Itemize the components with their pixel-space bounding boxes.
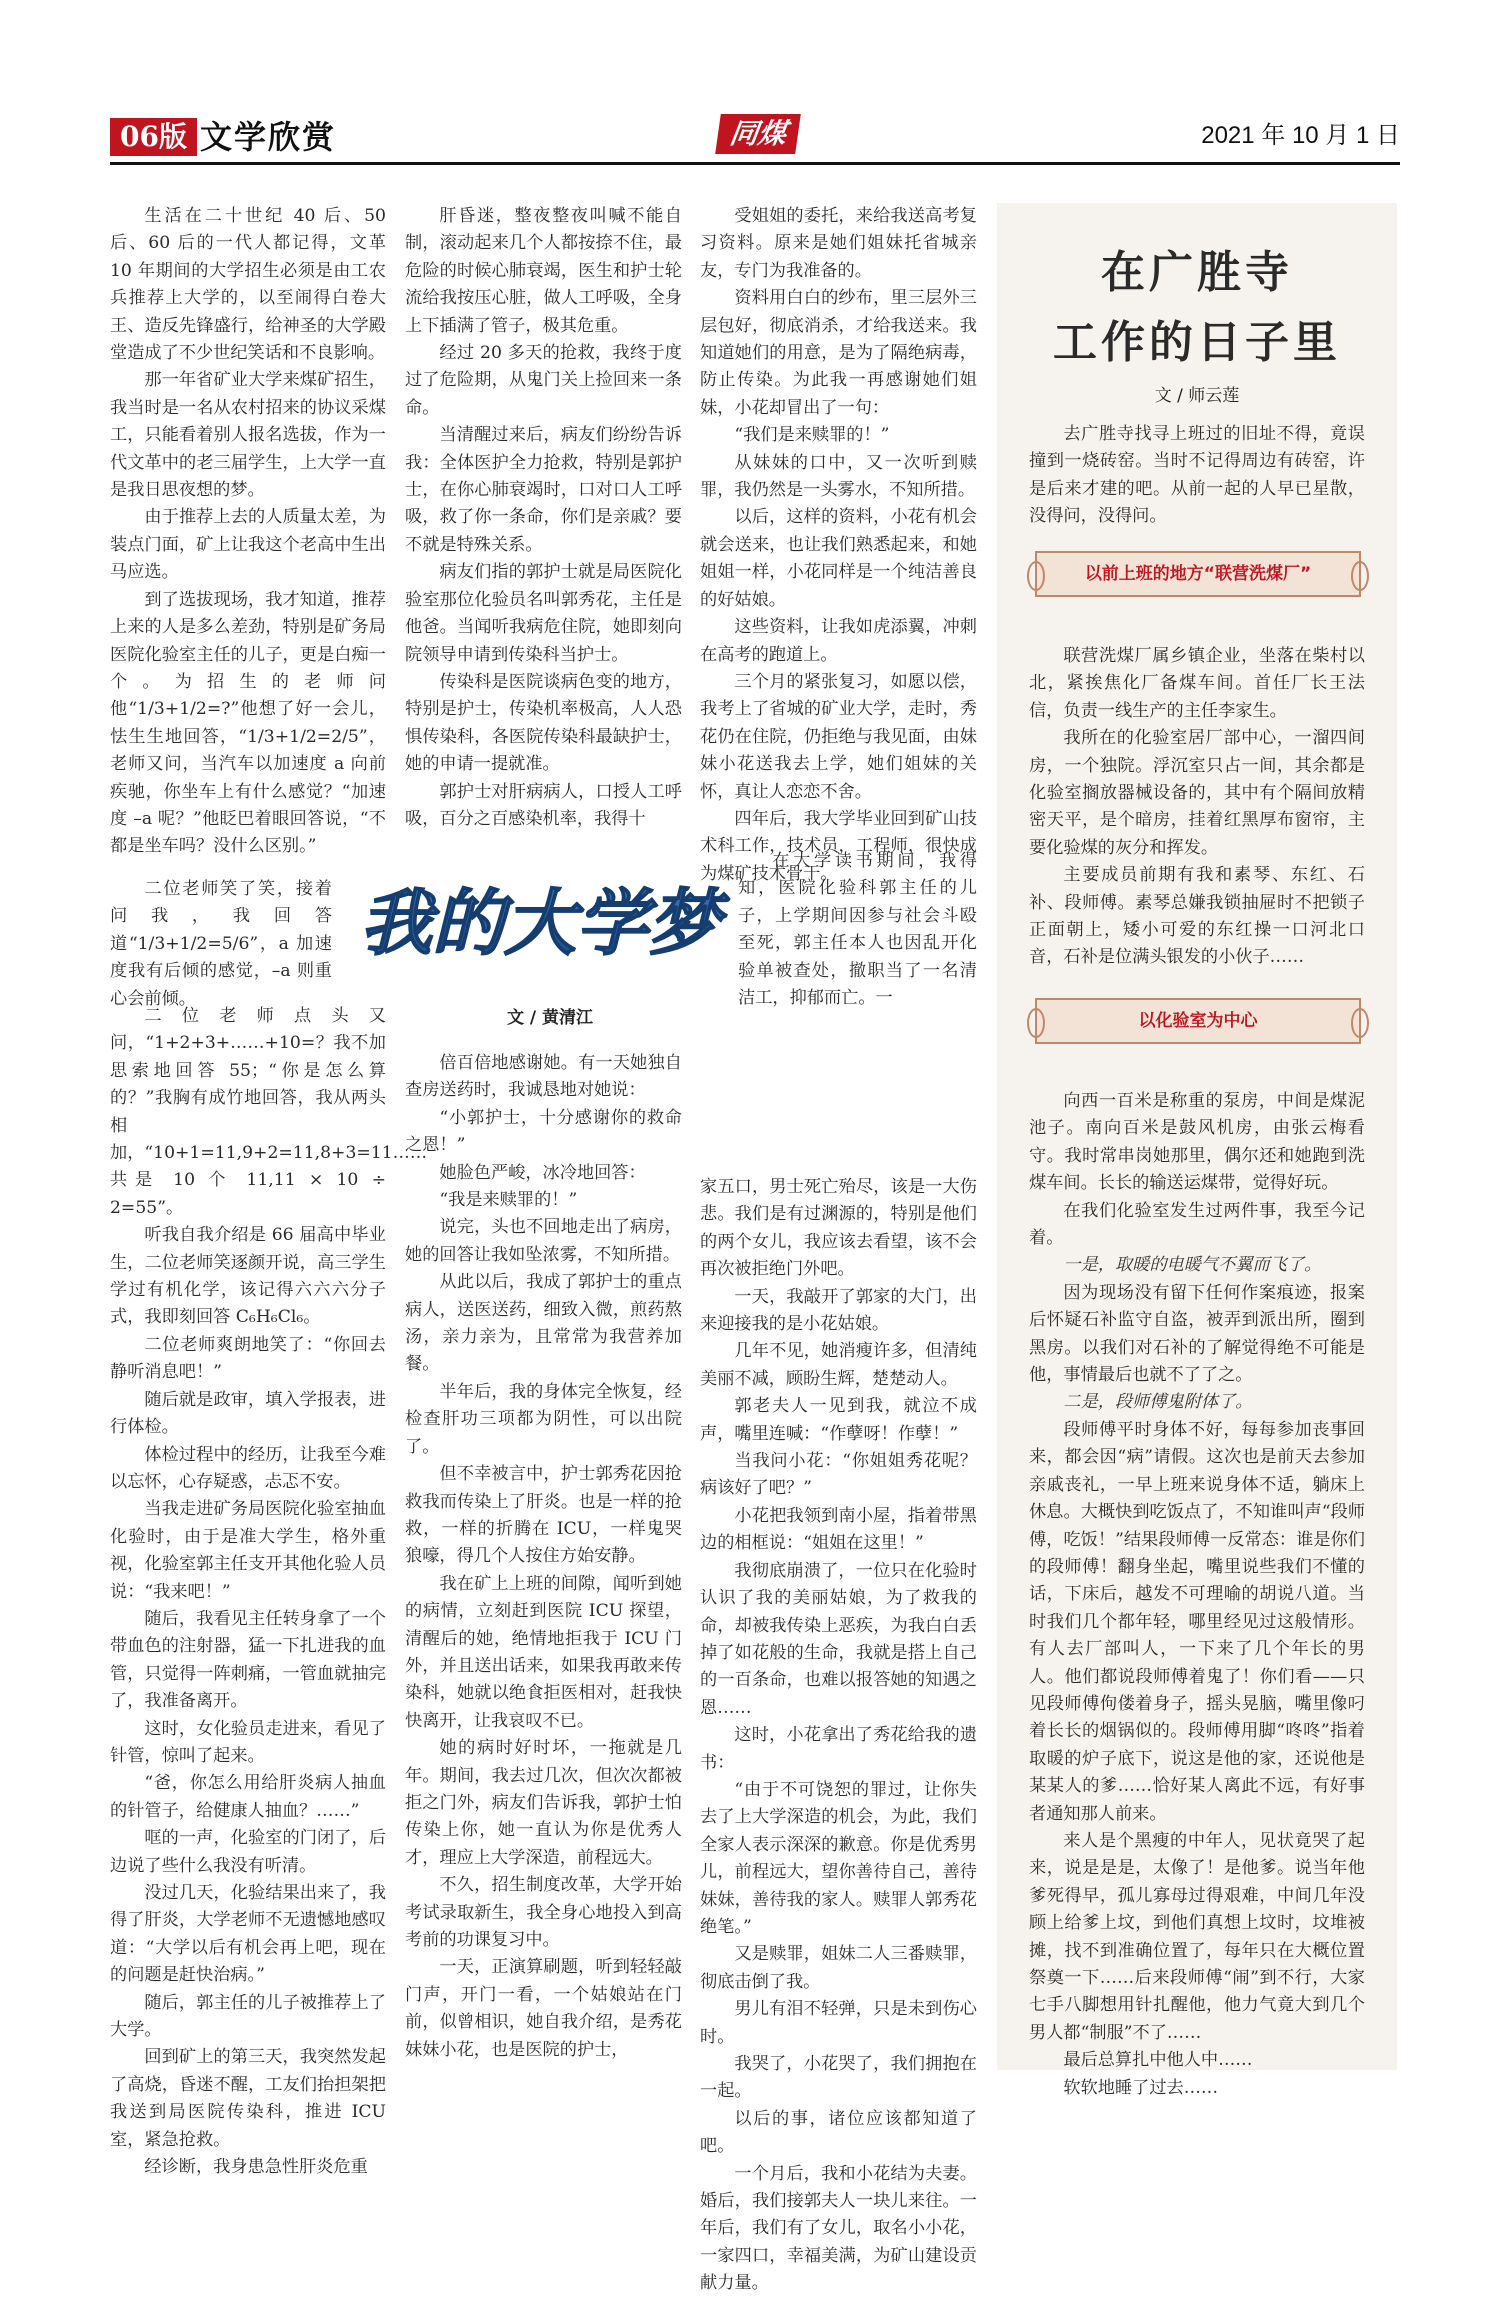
sidebar-section-2 <box>1029 1088 1365 2102</box>
paragraph: 男儿有泪不轻弹，只是未到伤心时。 <box>700 1999 977 2047</box>
paragraph: 生活在二十世纪 40 后、50 后、60 后的一代人都记得，文革 10 年期间的大学招生必须是由工农兵推荐上大学的，以至闹得白卷大王、造反先锋盛行，给神圣的大学殿堂造成了不少世纪笑话和不良影响。 <box>110 206 386 364</box>
sidebar-title <box>997 238 1397 378</box>
article-column-3-wrap <box>738 848 977 1012</box>
paragraph: 向西一百米是称重的泵房，中间是煤泥池子。南向百米是鼓风机房，由张云梅看守。我时常串岗她那里，偶尔还和她跑到洗煤车间。长长的输送运煤带，觉得好玩。 <box>1029 1091 1365 1194</box>
issue-date: 2021 年 10 月 1 日 <box>1201 122 1400 149</box>
paragraph: “我们是来赎罪的！” <box>734 425 890 446</box>
paragraph: 小花把我领到南小屋，指着带黑边的相框说：“姐姐在这里！” <box>700 1505 977 1554</box>
paragraph: 但不幸被言中，护士郭秀花因抢救我而传染上了肝炎。也是一样的抢救，一样的折腾在 ICU，一样鬼哭狼嚎，得几个人按住方始安静。 <box>405 1464 682 1567</box>
paragraph: 来人是个黑瘦的中年人，见状竟哭了起来，说是是是，太像了！是他爹。说当年他爹死得早，孤儿寡母过得艰难，中间几年没顾上给爹上坟，到他们真想上坟时，坟堆被摊，找不到准确位置了，每年只在大概位置祭奠一下……后来段师傅“闹”到不行，大家七手八脚想用针扎醒他，他力气竟大到几个男人都“制服”不了…… <box>1029 1830 1365 2043</box>
paragraph: 从此以后，我成了郭护士的重点病人，送医送药，细致入微，煎药熬汤，亲力亲为，且常常为我营养加餐。 <box>405 1272 682 1375</box>
paragraph: “由于不可饶恕的罪过，让你失去了上大学深造的机会，为此，我们全家人表示深深的歉意。你是优秀男儿，前程远大，望你善待自己，善待妹妹，善待我的家人。赎罪人郭秀花绝笔。” <box>700 1779 977 1937</box>
title-text: 我的大学梦 <box>359 881 721 965</box>
article-column-1-wrap <box>110 876 332 1013</box>
paragraph: 二是，段师傅鬼附体了。 <box>1063 1392 1253 1413</box>
header-divider <box>110 162 1400 165</box>
sidebar-section-1 <box>1029 643 1365 972</box>
paragraph: 二位老师点头又问，“1+2+3+……+10=？我不加思索地回答 55；“你是怎么算的？”我胸有成竹地回答，我从两头相加，“10+1=11,9+2=11,8+3=11……共是 10 个 11,11 × 10 ÷ 2=55”。 <box>110 1006 428 1218</box>
article-column-1 <box>110 203 386 861</box>
paragraph: 随后，郭主任的儿子被推荐上了大学。 <box>110 1992 386 2041</box>
paragraph: 一天，我敲开了郭家的大门，出来迎接我的是小花姑娘。 <box>700 1286 977 1335</box>
page-number: 06版 <box>110 118 197 156</box>
article-column-2 <box>405 203 682 833</box>
paragraph: 没过几天，化验结果出来了，我得了肝炎，大学老师不无遗憾地感叹道：“大学以后有机会再上吧，现在的问题是赶快治病。” <box>110 1883 386 1986</box>
paragraph: 在大学读书期间，我得知，医院化验科郭主任的儿子，上学期间因参与社会斗殴至死，郭主任本人也因乱开化验单被查处，撤职当了一名清洁工，抑郁而亡。一 <box>738 851 977 1009</box>
paragraph: “小郭护士，十分感谢你的救命之恩！” <box>405 1107 682 1156</box>
paragraph: 二位老师笑了笑，接着问我，我回答道“1/3+1/2=5/6”，a 加速度我有后倾的感觉，–a 则重心会前倾。 <box>110 879 332 1009</box>
paragraph: 不久，招生制度改革，大学开始考试录取新生，我全身心地投入到高考前的功课复习中。 <box>405 1875 682 1950</box>
paragraph: 传染科是医院谈病色变的地方，特别是护士，传染机率极高，人人恐惧传染科，各医院传染科最缺护士，她的申请一提就准。 <box>405 671 682 775</box>
newspaper-logo: 同煤 <box>715 114 801 154</box>
paragraph: 资料用白白的纱布，里三层外三层包好，彻底消杀，才给我送来。我知道她们的用意，是为了隔绝病毒，防止传染。为此我一再感谢她们姐妹，小花却冒出了一句： <box>700 288 977 418</box>
paragraph: 几年不见，她消瘦许多，但清纯美丽不减，顾盼生辉，楚楚动人。 <box>700 1341 977 1389</box>
paragraph: “爸，你怎么用给肝炎病人抽血的针管子，给健康人抽血？……” <box>110 1773 386 1821</box>
paragraph: 又是赎罪，姐妹二人三番赎罪，彻底击倒了我。 <box>700 1944 977 1992</box>
paragraph: 一个月后，我和小花结为夫妻。婚后，我们接郭夫人一块儿来往。一年后，我们有了女儿，取名小小花，一家四口，幸福美满，为矿山建设贡献力量。 <box>700 2163 977 2294</box>
paragraph: 倍百倍地感谢她。有一天她独自查房送药时，我诚恳地对她说： <box>405 1053 682 1101</box>
paragraph: 随后，我看见主任转身拿了一个带血色的注射器，猛一下扎进我的血管，只觉得一阵刺痛，一管血就抽完了，我准备离开。 <box>110 1608 386 1712</box>
sidebar-subheading-1: 以前上班的地方“联营洗煤厂” <box>1035 551 1361 597</box>
sidebar-title-line-1: 在广胜寺 <box>1101 247 1293 298</box>
paragraph: 随后就是政审，填入学报表，进行体检。 <box>110 1389 386 1438</box>
paragraph: 这时，小花拿出了秀花给我的遗书： <box>700 1725 977 1773</box>
paragraph: 家五口，男士死亡殆尽，该是一大伤悲。我们是有过渊源的，特别是他们的两个女儿，我应该去看望，该不会再次被拒绝门外吧。 <box>700 1177 977 1280</box>
paragraph: “我是来赎罪的！” <box>439 1190 578 1211</box>
sidebar-article <box>997 203 1397 2098</box>
section-name: 文学欣赏 <box>200 118 337 156</box>
paragraph: 肝昏迷，整夜整夜叫喊不能自制，滚动起来几个人都按捺不住，最危险的时候心肺衰竭，医生和护士轮流给我按压心脏，做人工呼吸，全身上下插满了管子，极其危重。 <box>405 206 682 336</box>
paragraph: 我彻底崩溃了，一位只在化验时认识了我的美丽姑娘，为了救我的命，却被我传染上恶疾，为我白白丢掉了如花般的生命，我就是搭上自己的一百条命，也难以报答她的知遇之恩…… <box>700 1560 977 1718</box>
paragraph: 哐的一声，化验室的门闭了，后边说了些什么我没有听清。 <box>110 1828 386 1876</box>
paragraph: 由于推荐上去的人质量太差，为装点门面，矿上让我这个老高中生出马应选。 <box>110 507 386 583</box>
paragraph: 这时，女化验员走进来，看见了针管，惊叫了起来。 <box>110 1718 386 1766</box>
paragraph: 段师傅平时身体不好，每每参加丧事回来，都会因“病”请假。这次也是前天去参加亲戚丧礼，一早上班来说身体不适，躺床上休息。大概快到吃饭点了，不知谁叫声“段师傅，吃饭！”结果段师傅一反常态：谁是你们的段师傅！翻身坐起，嘴里说些我们不懂的话，下床后，越发不可理喻的胡说八道。当时我们几个都年轻，哪里经见过这般情形。有人去厂部叫人，一下来了几个年长的男人。他们都说段师傅着鬼了！你们看——只见段师傅佝偻着身子，摇头晃脑，嘴里像叼着长长的烟锅似的。段师傅用脚“咚咚”指着取暖的炉子底下，说这是他的家，还说他是某某人的爹……恰好某人离此不远，有好事者通知那人前来。 <box>1029 1419 1365 1824</box>
sidebar-byline: 文 / 师云莲 <box>1154 386 1240 406</box>
paragraph: 经过 20 多天的抢救，我终于度过了危险期，从鬼门关上捡回来一条命。 <box>405 343 682 418</box>
paragraph: 受姐姐的委托，来给我送高考复习资料。原来是她们姐妹托省城亲友，专门为我准备的。 <box>700 206 977 281</box>
title-calligraphy <box>360 870 720 982</box>
paragraph: 体检过程中的经历，让我至今难以忘怀，心存疑惑，忐忑不安。 <box>110 1444 386 1492</box>
article-column-2-lower <box>405 1050 682 2064</box>
paragraph: 以后的事，诸位应该都知道了吧。 <box>700 2108 977 2157</box>
paragraph: 四年后，我大学毕业回到矿山技术科工作，技术员，工程师，很快成为煤矿技术骨干。 <box>700 808 977 884</box>
paragraph: 经诊断，我身患急性肝炎危重 <box>144 2157 368 2178</box>
paragraph: 当清醒过来后，病友们纷纷告诉我：全体医护全力抢救，特别是郭护士，在你心肺衰竭时，口对口人工呼吸，救了你一条命，你们是亲戚？要不就是特殊关系。 <box>405 425 682 555</box>
paragraph: 她的病时好时坏，一拖就是几年。期间，我去过几次，但次次都被拒之门外，病友们告诉我，郭护士怕传染上你，她一直认为你是优秀人才，理应上大学深造，前程远大。 <box>405 1738 682 1868</box>
article-column-1-lower <box>110 1003 428 2181</box>
paragraph: 软软地睡了过去…… <box>1063 2077 1219 2098</box>
article-byline: 文 / 黄清江 <box>506 1008 594 1028</box>
paragraph: 半年后，我的身体完全恢复，经检查肝功三项都为阴性，可以出院了。 <box>405 1381 682 1457</box>
paragraph: 她脸色严峻，冰冷地回答： <box>439 1162 646 1183</box>
paragraph: 二位老师爽朗地笑了：“你回去静听消息吧！” <box>110 1334 386 1383</box>
sidebar-intro <box>1029 421 1365 531</box>
paragraph: 那一年省矿业大学来煤矿招生，我当时是一名从农村招来的协议采煤工，只能看着别人报名选拔，作为一代文革中的老三届学生，上大学一直是我日思夜想的梦。 <box>110 370 386 501</box>
paragraph: 说完，头也不回地走出了病房，她的回答让我如坠浓雾，不知所措。 <box>405 1217 682 1265</box>
paragraph: 到了选拔现场，我才知道，推荐上来的人是多么差劲，特别是矿务局医院化验室主任的儿子，更是白痴一个。为招生的老师问他“1/3+1/2=?”他想了好一会儿，怯生生地回答，“1/3+1/2=2/5”，老师又问，当汽车以加速度 a 向前疾驰，你坐车上有什么感觉？“加速度 –a 呢？”他眨巴着眼回答说，“不都是坐车吗？没什么区别。” <box>110 589 386 857</box>
paragraph: 当我走进矿务局医院化验室抽血化验时，由于是准大学生，格外重视，化验室郭主任支开其他化验人员说：“我来吧！” <box>110 1499 386 1602</box>
paragraph: 听我自我介绍是 66 届高中毕业生，二位老师笑逐颜开说，高三学生学过有机化学，该记得六六六分子式，我即刻回答 C₆H₆Cl₆。 <box>110 1225 386 1328</box>
paragraph: 最后总算扎中他人中…… <box>1063 2050 1253 2071</box>
paragraph: 回到矿上的第三天，我突然发起了高烧，昏迷不醒，工友们抬担架把我送到局医院传染科，推进 ICU 室，紧急抢救。 <box>110 2047 386 2150</box>
sidebar-title-line-2: 工作的日子里 <box>1053 317 1341 368</box>
sidebar-subheading-2: 以化验室为中心 <box>1035 998 1361 1044</box>
article-column-3-lower <box>700 1174 977 2298</box>
article-title <box>360 870 720 982</box>
paragraph: 从妹妹的口中，又一次听到赎罪，我仍然是一头雾水，不知所措。 <box>700 452 977 501</box>
paragraph: 三个月的紧张复习，如愿以偿，我考上了省城的矿业大学，走时，秀花仍在住院，仍拒绝与我见面，由妹妹小花送我去上学，她们姐妹的关怀，真让人恋恋不舍。 <box>700 671 977 802</box>
article-column-3 <box>700 203 977 888</box>
page-header <box>110 112 1400 162</box>
paragraph: 在我们化验室发生过两件事，我至今记着。 <box>1029 1200 1365 1249</box>
paragraph: 这些资料，让我如虎添翼，冲刺在高考的跑道上。 <box>700 617 977 665</box>
paragraph: 我在矿上上班的间隙，闻听到她的病情，立刻赶到医院 ICU 探望，清醒后的她，绝情地拒我于 ICU 门外，并且送出话来，如果我再敢来传染科，她就以绝食拒医相对，赶我快快离开，让我哀叹不已。 <box>405 1573 682 1731</box>
paragraph: 我哭了，小花哭了，我们拥抱在一起。 <box>700 2054 977 2102</box>
paragraph: 联营洗煤厂属乡镇企业，坐落在柴村以北，紧挨焦化厂备煤车间。首任厂长王法信，负责一线生产的主任李家生。 <box>1029 646 1365 721</box>
paragraph: 郭护士对肝病病人，口授人工呼吸，百分之百感染机率，我得十 <box>405 781 682 829</box>
paragraph: 当我问小花：“你姐姐秀花呢？病该好了吧？” <box>700 1451 977 1499</box>
paragraph: 以后，这样的资料，小花有机会就会送来，也让我们熟悉起来，和她姐姐一样，小花同样是一个纯洁善良的好姑娘。 <box>700 507 977 610</box>
paragraph: 主要成员前期有我和素琴、东红、石补、段师傅。素琴总嫌我锁抽屉时不把锁子正面朝上，矮小可爱的东红操一口河北口音，石补是位满头银发的小伙子…… <box>1029 865 1365 968</box>
paragraph: 因为现场没有留下任何作案痕迹，报案后怀疑石补监守自盗，被弄到派出所，圈到黑房。以我们对石补的了解觉得绝不可能是他，事情最后也就不了了之。 <box>1029 1282 1365 1386</box>
paragraph: 我所在的化验室居厂部中心，一溜四间房，一个独院。浮沉室只占一间，其余都是化验室搁放器械设备的，其中有个隔间放精密天平，是个暗房，挂着红黑厚布窗帘，主要化验煤的灰分和挥发。 <box>1029 728 1365 858</box>
paragraph: 去广胜寺找寻上班过的旧址不得，竟误撞到一烧砖窑。当时不记得周边有砖窑，许是后来才建的吧。从前一起的人早已星散，没得问，没得问。 <box>1029 424 1365 527</box>
paragraph: 一天，正演算刷题，听到轻轻敲门声，开门一看，一个姑娘站在门前，似曾相识，她自我介绍，是秀花妹妹小花，也是医院的护士， <box>405 1957 682 2060</box>
paragraph: 郭老夫人一见到我，就泣不成声，嘴里连喊：“作孽呀！作孽！” <box>700 1396 977 1444</box>
paragraph: 病友们指的郭护士就是局医院化验室那位化验员名叫郭秀花，主任是他爸。当闻听我病危住院，她即刻向院领导申请到传染科当护士。 <box>405 562 682 665</box>
paragraph: 一是，取暖的电暖气不翼而飞了。 <box>1063 1255 1322 1276</box>
